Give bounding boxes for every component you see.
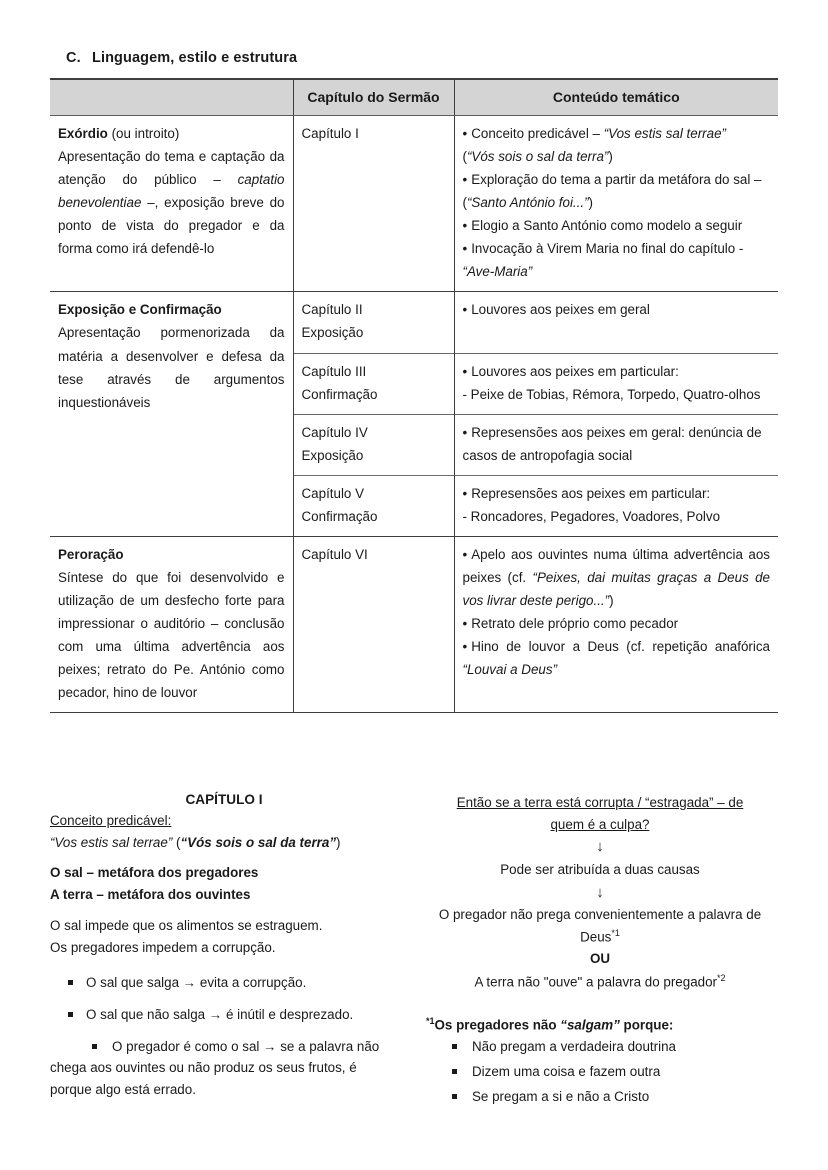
sermon-structure-table (50, 78, 778, 713)
content-bullet (463, 214, 771, 237)
bottom-notes-area (50, 792, 780, 1111)
content-bullet: • Represensões aos peixes em geral: denúncia de casos de antropofagia social (463, 421, 771, 467)
footnote-head-b: porque: (619, 1017, 674, 1033)
cell-part-exordio (50, 116, 293, 292)
content-continuation: - Peixe de Tobias, Rémora, Torpedo, Quatro-olhos (462, 386, 761, 402)
content-bullet (463, 237, 771, 283)
bullet-text-b: ) (608, 149, 613, 165)
chapter-label: Capítulo V (301, 485, 365, 501)
bullet-text-italic: “Santo António foi...” (466, 195, 589, 211)
concept-quote-sep: ( (172, 834, 181, 850)
bullet-text-a: ( (462, 149, 467, 165)
table-row (50, 292, 778, 353)
spacer (50, 906, 398, 915)
spacer (50, 958, 398, 972)
list-item-rest: chega aos ouvintes ou não produz os seus frutos, é porque algo está errado. (50, 1060, 357, 1098)
concept-label-wrap (50, 810, 398, 832)
chapter-label: Capítulo IV (301, 424, 368, 440)
chapter-sublabel: Confirmação (301, 386, 378, 402)
bottom-left-column (50, 792, 398, 1111)
bullet-text-italic: “Vos estis sal terrae” (603, 126, 726, 142)
content-bullet (463, 635, 771, 681)
footnote-head-a: Os pregadores não (434, 1017, 561, 1033)
chapter-sublabel: Exposição (301, 447, 364, 463)
metaphor-line-1: O sal – metáfora dos pregadores (50, 865, 259, 881)
cell-content-chapter-v (454, 475, 778, 536)
chapter-label: Capítulo I (301, 126, 359, 142)
concept-quote-pt: “Vós sois o sal da terra” (180, 834, 337, 850)
table-body (50, 116, 778, 713)
part-title-exordio (58, 122, 285, 145)
content-bullet: • Represensões aos peixes em particular: (463, 482, 771, 505)
bullet-text-b: ) (588, 195, 594, 211)
part-title-suffix: (ou introito) (107, 126, 180, 142)
section-title: Linguagem, estilo e estrutura (92, 50, 298, 66)
bullet-text-italic: “Vós sois o sal da terra” (466, 149, 609, 165)
spacer (50, 853, 398, 862)
salt-bullet-list (50, 972, 398, 1101)
cause-one-superscript: *1 (611, 927, 620, 938)
cause-two-text: A terra não "ouve" a palavra do pregador (474, 974, 717, 990)
bullet-text-b: ) (609, 592, 614, 608)
content-bullet (463, 543, 771, 612)
part-title-text: Peroração (58, 546, 124, 562)
bullet-text-a: Invocação à Virem Maria no final do capítulo - (471, 241, 744, 257)
chapter-label: Capítulo II (301, 302, 363, 318)
cell-content-peroracao (454, 536, 778, 712)
list-item: O sal que salga → evita a corrupção. (50, 972, 398, 994)
statement-line-1: O sal impede que os alimentos se estraguem. (50, 917, 323, 933)
spacer (426, 993, 774, 1007)
part-title-exposicao (58, 298, 285, 321)
cell-content-chapter-ii (454, 292, 778, 353)
table-row (50, 116, 778, 292)
bullet-text-a: Apelo aos ouvintes numa última advertência aos peixes (cf. (462, 546, 770, 585)
table-header-cell-blank (50, 79, 293, 116)
or-separator: OU (589, 950, 611, 966)
cell-content-exordio (454, 116, 778, 292)
cell-chapter-v (293, 475, 454, 536)
content-bullet (463, 122, 771, 145)
bullet-text-a: Hino de louvor a Deus (cf. repetição anafórica (471, 638, 770, 654)
cell-chapter-vi (293, 536, 454, 712)
bullet-text-italic: “Peixes, dai muitas graças a Deus de vos livrar deste perigo...” (462, 569, 770, 608)
table-header-row (50, 79, 778, 116)
content-bullet: • Louvores aos peixes em geral (463, 298, 771, 321)
part-description-exposicao: Apresentação pormenorizada da matéria a desenvolver e defesa da tese através de argumentos inquestionáveis (58, 325, 285, 410)
causes-line: Pode ser atribuída a duas causas (500, 861, 700, 877)
part-description-peroracao: Síntese do que foi desenvolvido e utilização de um desfecho forte para impressionar o auditório – conclusão com uma última advertência aos peixes; retrato do Pe. António como pecador, hino de louvor (58, 569, 285, 701)
spacer (426, 1007, 774, 1016)
cause-two-superscript: *2 (717, 972, 726, 983)
bullet-text-a: Elogio a Santo António como modelo a seguir (471, 218, 743, 234)
section-heading (66, 50, 297, 66)
cell-content-chapter-iv (454, 414, 778, 475)
section-letter: C. (66, 50, 81, 66)
down-arrow-icon: ↓ (596, 838, 604, 856)
footnote-head-italic: “salgam” (560, 1017, 620, 1033)
content-bullet: • Louvores aos peixes em particular: (463, 360, 771, 383)
content-continuation: - Roncadores, Pegadores, Voadores, Polvo (462, 508, 721, 524)
desc-part-italic: captatio benevolentiae (58, 172, 285, 211)
list-item (50, 1036, 398, 1101)
bullet-text-italic: “Ave-Maria” (462, 264, 533, 280)
down-arrow-icon: ↓ (596, 883, 604, 901)
part-description-exordio (58, 145, 285, 260)
list-item: Dizem uma coisa e fazem outra (426, 1061, 774, 1083)
footnote-list (426, 1036, 774, 1107)
statement-line-2: Os pregadores impedem a corrupção. (50, 939, 276, 955)
cell-chapter-iii (293, 353, 454, 414)
cause-one-text: O pregador não prega convenientemente a palavra de Deus (438, 907, 762, 945)
concept-quote-close: ) (336, 834, 341, 850)
part-title-peroracao (58, 543, 285, 566)
bullet-text-italic: “Louvai a Deus” (462, 662, 558, 678)
concept-quote-latin: “Vos estis sal terrae” (50, 834, 173, 850)
list-item: Não pregam a verdadeira doutrina (426, 1036, 774, 1058)
cell-chapter-i (293, 116, 454, 292)
part-title-text: Exórdio (58, 126, 108, 142)
cell-part-exposicao (50, 292, 293, 536)
question-line-2: quem é a culpa? (550, 816, 650, 832)
content-bullet: • Retrato dele próprio como pecador (463, 612, 771, 635)
metaphor-line-2: A terra – metáfora dos ouvintes (50, 887, 251, 903)
chapter-label: Capítulo VI (301, 546, 368, 562)
content-continuation (463, 145, 771, 168)
desc-part-b: –, exposição breve do ponto de vista do pregador e da forma como irá defendê-lo (58, 195, 285, 257)
content-bullet (463, 168, 771, 214)
cell-content-chapter-iii (454, 353, 778, 414)
desc-part-a: Apresentação do tema e captação da atenção do público – (58, 149, 285, 188)
concept-label: Conceito predicável: (50, 813, 172, 828)
table-header-cell-content: Conteúdo temático (454, 79, 778, 116)
bullet-text-a: Conceito predicável – (471, 126, 604, 142)
cell-chapter-ii (293, 292, 454, 353)
part-title-text: Exposição e Confirmação (58, 302, 222, 318)
bottom-chapter-title: CAPÍTULO I (185, 792, 263, 807)
cell-part-peroracao (50, 536, 293, 712)
bottom-right-column (426, 792, 774, 1111)
table-row (50, 536, 778, 712)
question-block (426, 792, 774, 835)
chapter-label: Capítulo III (301, 363, 367, 379)
list-item-head: O pregador é como o sal → se a palavra não (112, 1038, 380, 1054)
concept-quote (50, 832, 398, 854)
footnote-marker: *1 (426, 1015, 435, 1026)
cause-one (426, 904, 774, 948)
chapter-sublabel: Confirmação (301, 508, 378, 524)
bullet-text-a: Exploração do tema a partir da metáfora do sal – ( (462, 172, 762, 211)
footnote-heading (426, 1016, 774, 1032)
list-item: Se pregam a si e não a Cristo (426, 1086, 774, 1108)
list-item: O sal que não salga → é inútil e desprezado. (50, 1004, 398, 1026)
table-header (50, 79, 778, 116)
cause-two (426, 971, 774, 993)
table-header-cell-chapter: Capítulo do Sermão (293, 79, 454, 116)
cell-chapter-iv (293, 414, 454, 475)
question-line-1: Então se a terra está corrupta / “estragada” – de (456, 795, 744, 810)
chapter-sublabel: Exposição (301, 325, 364, 341)
